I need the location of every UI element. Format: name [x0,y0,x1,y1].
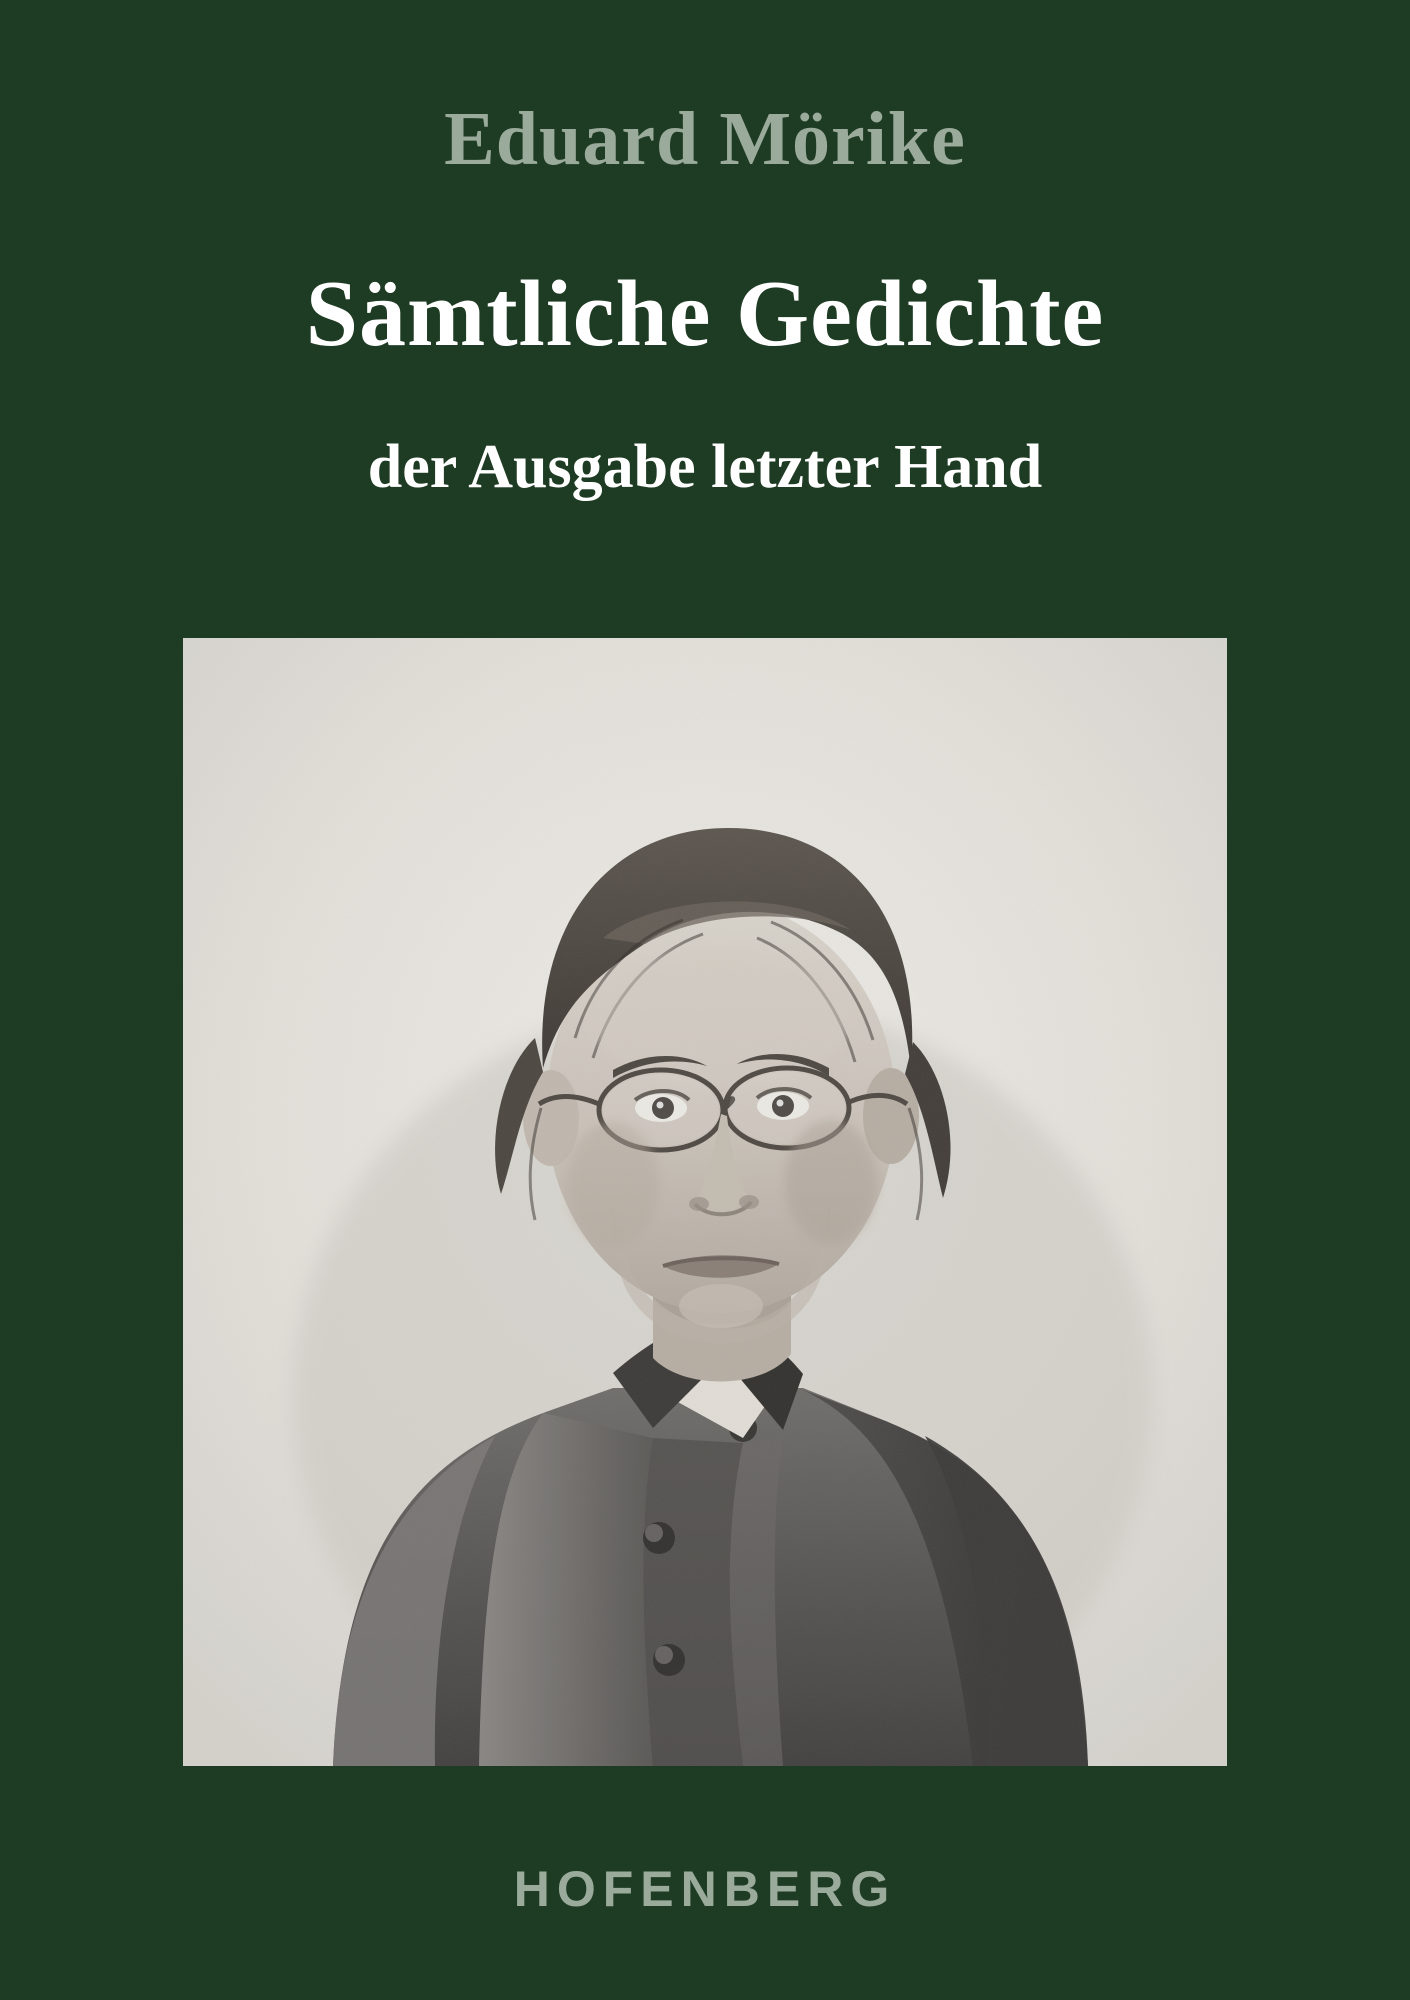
book-subtitle: der Ausgabe letzter Hand [367,433,1043,501]
author-portrait [183,638,1227,1766]
book-title: Sämtliche Gedichte [305,262,1105,366]
portrait-illustration [183,638,1227,1766]
author-name: Eduard Mörike [444,97,966,181]
publisher-name: HOFENBERG [513,1861,897,1917]
